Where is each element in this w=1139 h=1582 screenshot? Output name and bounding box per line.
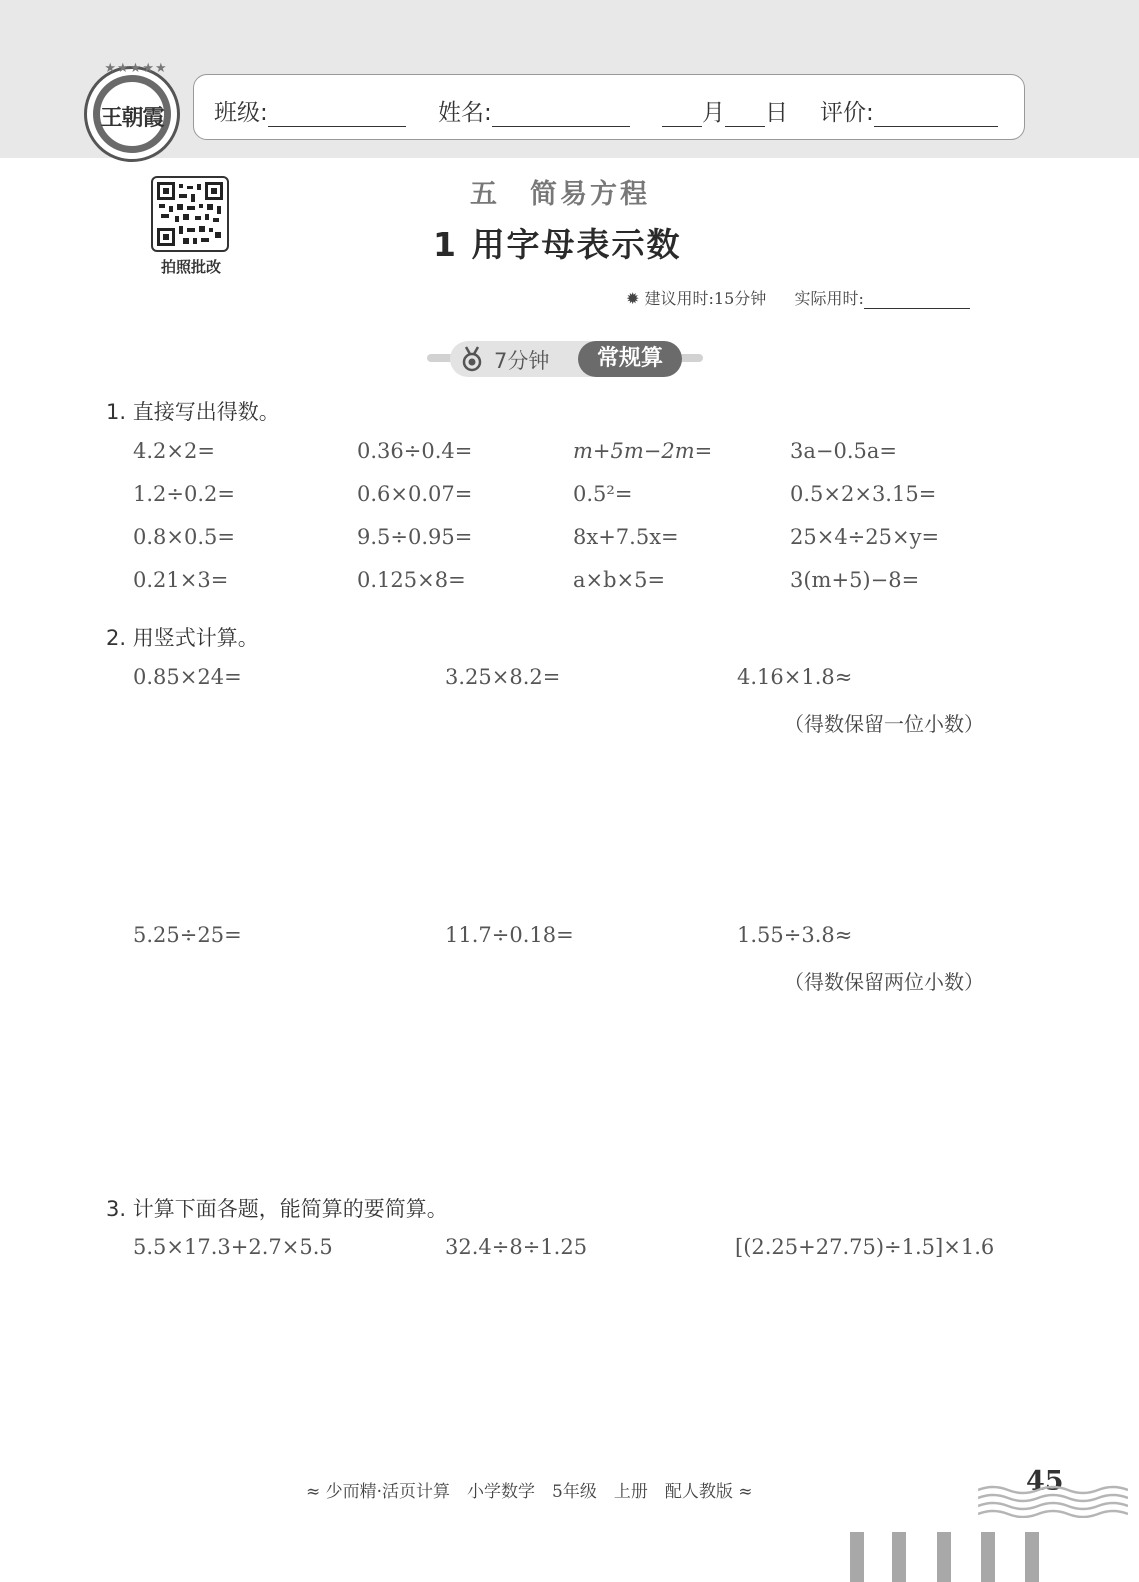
question-3-title: 3. 计算下面各题，能简算的要简算。: [106, 1197, 448, 1221]
section-time: 7分钟: [494, 349, 550, 373]
evaluation-field[interactable]: 评价:: [820, 94, 998, 127]
q1-item: 3(m+5)−8=: [790, 568, 920, 592]
q1-item: 0.36÷0.4=: [357, 439, 473, 463]
q3-item: 5.5×17.3+2.7×5.5: [133, 1235, 333, 1259]
footer-book-title: ≈ 少而精·活页计算 小学数学 5年级 上册 配人教版 ≈: [306, 1482, 753, 1502]
lesson-title: 1 用字母表示数: [433, 225, 682, 264]
time-row: [626, 286, 970, 309]
q1-item: 25×4÷25×y=: [790, 525, 940, 549]
rounding-note: （得数保留两位小数）: [784, 970, 984, 994]
medal-icon: [460, 346, 484, 372]
q1-item: 0.8×0.5=: [133, 525, 235, 549]
q1-item: 0.5×2×3.15=: [790, 482, 937, 506]
q1-item: 0.125×8=: [357, 568, 466, 592]
q1-item: 0.5²=: [573, 482, 633, 506]
q1-item: 0.21×3=: [133, 568, 229, 592]
q2-item: 1.55÷3.8≈: [737, 923, 853, 947]
q2-item: 4.16×1.8≈: [737, 665, 853, 689]
question-2-title: 2. 用竖式计算。: [106, 626, 259, 650]
q3-item: [(2.25+27.75)÷1.5]×1.6: [735, 1235, 995, 1259]
date-field[interactable]: 月 日: [662, 94, 788, 127]
q1-item: 3a−0.5a=: [790, 439, 897, 463]
section-tag: 常规算: [578, 341, 682, 377]
page-edge-tab: [981, 1532, 995, 1582]
page-number: 45: [1026, 1466, 1064, 1497]
actual-time-label: 实际用时:: [794, 289, 864, 308]
logo-text: 王朝霞: [100, 105, 164, 131]
q3-item: 32.4÷8÷1.25: [445, 1235, 588, 1259]
q1-item: 0.6×0.07=: [357, 482, 473, 506]
wave-decoration-icon: [978, 1484, 1128, 1518]
question-1-title: 1. 直接写出得数。: [106, 400, 280, 424]
qr-code[interactable]: [151, 176, 229, 252]
suggested-time: 建议用时:15分钟: [644, 289, 767, 308]
page-edge-tab: [892, 1532, 906, 1582]
student-info-box: [193, 74, 1025, 140]
page-edge-tab: [850, 1532, 864, 1582]
q2-item: 11.7÷0.18=: [445, 923, 574, 947]
q1-item: 9.5÷0.95=: [357, 525, 473, 549]
logo-stars: ★★★★★: [104, 61, 168, 76]
q2-item: 3.25×8.2=: [445, 665, 561, 689]
q1-item: m+5m−2m=: [573, 439, 713, 463]
unit-title: 五 简易方程: [470, 179, 650, 210]
rounding-note: （得数保留一位小数）: [784, 712, 984, 736]
q2-item: 5.25÷25=: [133, 923, 242, 947]
q1-item: 1.2÷0.2=: [133, 482, 235, 506]
q1-item: 4.2×2=: [133, 439, 215, 463]
class-field[interactable]: 班级:: [214, 94, 406, 127]
q1-item: 8x+7.5x=: [573, 525, 679, 549]
publisher-logo: [84, 61, 180, 162]
q1-item: a×b×5=: [573, 568, 666, 592]
q2-item: 0.85×24=: [133, 665, 242, 689]
name-field[interactable]: 姓名:: [438, 94, 630, 127]
qr-code-icon: [157, 182, 223, 246]
qr-label: 拍照批改: [160, 258, 221, 276]
page-edge-tab: [937, 1532, 951, 1582]
page-edge-tab: [1025, 1532, 1039, 1582]
clock-icon: ✹: [626, 289, 640, 308]
actual-time-blank[interactable]: [864, 290, 970, 309]
